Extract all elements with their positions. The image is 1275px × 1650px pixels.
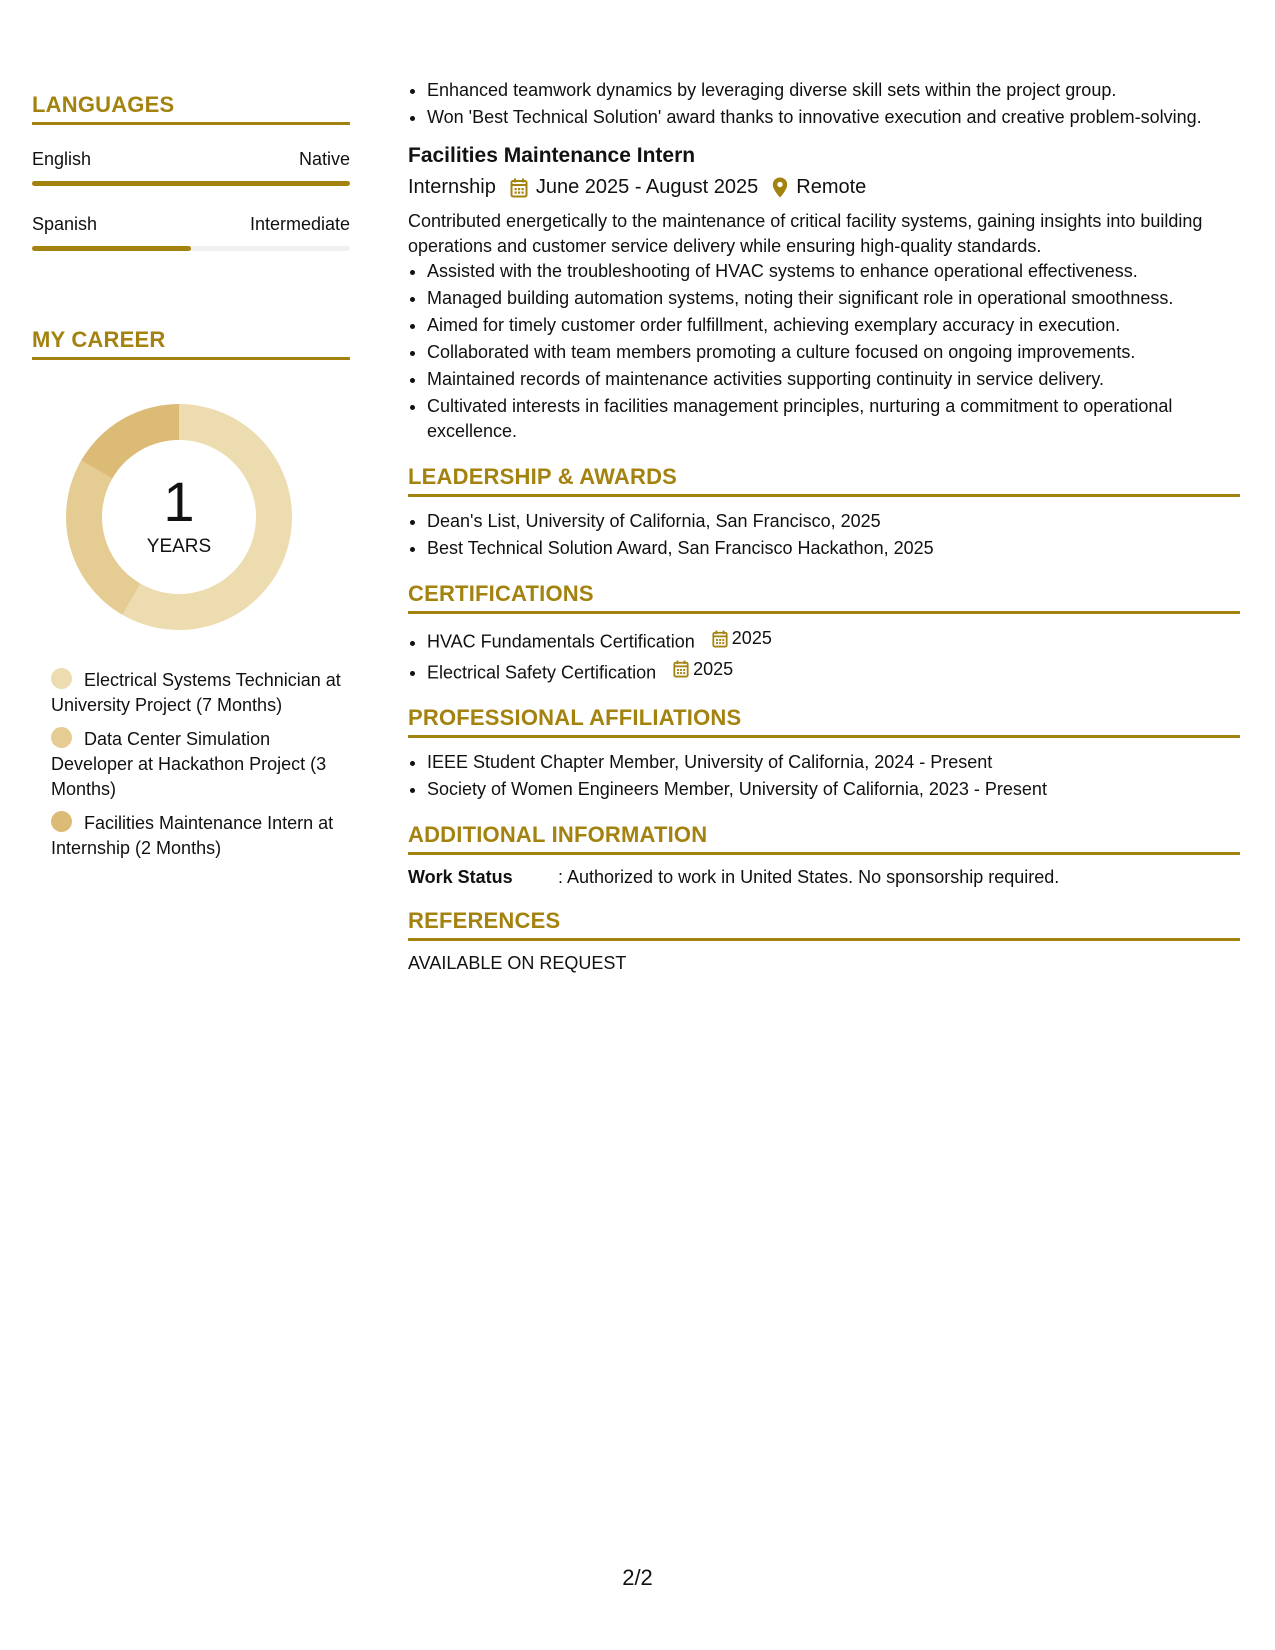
- career-donut-segment: [81, 404, 179, 479]
- right-column: [408, 78, 1240, 974]
- certification-year: 2025: [693, 658, 734, 679]
- list-item: • Enhanced teamwork dynamics by leveraging diverse skill sets within the project group.: [427, 78, 1240, 103]
- career-legend-item: [51, 668, 341, 718]
- list-item: • Won 'Best Technical Solution' award thanks to innovative execution and creative problem-solving.: [427, 105, 1240, 130]
- job-description: Contributed energetically to the maintenance of critical facility systems, gaining insights into building operations and customer service delivery while ensuring high-quality standards.: [408, 211, 1203, 256]
- job-company: Internship: [408, 176, 496, 198]
- list-item: • Best Technical Solution Award, San Francisco Hackathon, 2025: [427, 536, 1240, 561]
- certifications-heading: CERTIFICATIONS: [408, 581, 1240, 614]
- language-item: [32, 149, 350, 186]
- work-status-value: : Authorized to work in United States. No sponsorship required.: [558, 867, 1060, 887]
- legend-dot: [51, 811, 72, 832]
- certification-year: 2025: [731, 628, 772, 648]
- list-item: • Managed building automation systems, noting their significant role in operational smoothness.: [427, 286, 1240, 311]
- list-item: • Cultivated interests in facilities management principles, nurturing a commitment to operational excellence.: [427, 394, 1240, 444]
- job-location: Remote: [796, 176, 867, 198]
- list-item: • Assisted with the troubleshooting of HVAC systems to enhance operational effectiveness.: [427, 259, 1240, 284]
- calendar-icon: [510, 178, 528, 198]
- language-proficiency-fill: [32, 181, 350, 186]
- page-number: 2/2: [622, 1565, 653, 1590]
- list-item: [427, 657, 1240, 686]
- job-dates: June 2025 - August 2025: [535, 176, 759, 198]
- legend-dot: [51, 727, 72, 748]
- additional-info-section: [408, 822, 1240, 888]
- certification-name: HVAC Fundamentals Certification: [427, 631, 695, 652]
- list-item: • Society of Women Engineers Member, University of California, 2023 - Present: [427, 777, 1240, 802]
- list-item: • IEEE Student Chapter Member, University of California, 2024 - Present: [427, 750, 1240, 775]
- career-legend-item: [51, 811, 341, 861]
- career-legend: [51, 668, 341, 861]
- language-level: Intermediate: [249, 214, 350, 234]
- language-proficiency-bar: [32, 246, 350, 251]
- affiliations-section: [408, 705, 1240, 802]
- language-item: [32, 214, 350, 251]
- work-status-row: [408, 867, 1240, 888]
- references-text: AVAILABLE ON REQUEST: [408, 953, 627, 973]
- language-proficiency-fill: [32, 246, 191, 251]
- career-total-unit: YEARS: [146, 536, 212, 557]
- list-item: • Aimed for timely customer order fulfillment, achieving exemplary accuracy in execution.: [427, 313, 1240, 338]
- additional-info-heading: ADDITIONAL INFORMATION: [408, 822, 1240, 855]
- career-donut-chart: [66, 404, 292, 630]
- calendar-icon: [712, 630, 728, 648]
- career-heading: MY CAREER: [32, 327, 350, 360]
- references-section: [408, 908, 1240, 974]
- language-level: Native: [298, 149, 350, 169]
- language-name: English: [32, 149, 92, 169]
- language-name: Spanish: [32, 214, 98, 234]
- work-status-label: Work Status: [408, 867, 513, 887]
- certifications-section: [408, 581, 1240, 685]
- list-item: [427, 626, 1240, 655]
- career-total-number: 1: [163, 470, 195, 533]
- calendar-icon: [673, 660, 689, 678]
- list-item: • Maintained records of maintenance activities supporting continuity in service delivery.: [427, 367, 1240, 392]
- left-column: [32, 92, 350, 870]
- job-meta: [408, 176, 1240, 199]
- job-title: Facilities Maintenance Intern: [408, 144, 696, 167]
- legend-label: Facilities Maintenance Intern at Internship (2 Months): [51, 813, 334, 858]
- list-item: • Collaborated with team members promoting a culture focused on ongoing improvements.: [427, 340, 1240, 365]
- languages-heading: LANGUAGES: [32, 92, 350, 125]
- list-item: • Dean's List, University of California, San Francisco, 2025: [427, 509, 1240, 534]
- references-heading: REFERENCES: [408, 908, 1240, 941]
- language-proficiency-bar: [32, 181, 350, 186]
- legend-dot: [51, 668, 72, 689]
- legend-label: Data Center Simulation Developer at Hackathon Project (3 Months): [51, 729, 327, 799]
- leadership-section: [408, 464, 1240, 561]
- previous-job-bullets: [408, 78, 1240, 130]
- affiliations-heading: PROFESSIONAL AFFILIATIONS: [408, 705, 1240, 738]
- certification-name: Electrical Safety Certification: [427, 662, 657, 682]
- location-pin-icon: [772, 177, 788, 198]
- job-bullets: [408, 259, 1240, 444]
- career-legend-item: [51, 727, 341, 802]
- legend-label: Electrical Systems Technician at University Project (7 Months): [51, 670, 341, 715]
- leadership-heading: LEADERSHIP & AWARDS: [408, 464, 1240, 497]
